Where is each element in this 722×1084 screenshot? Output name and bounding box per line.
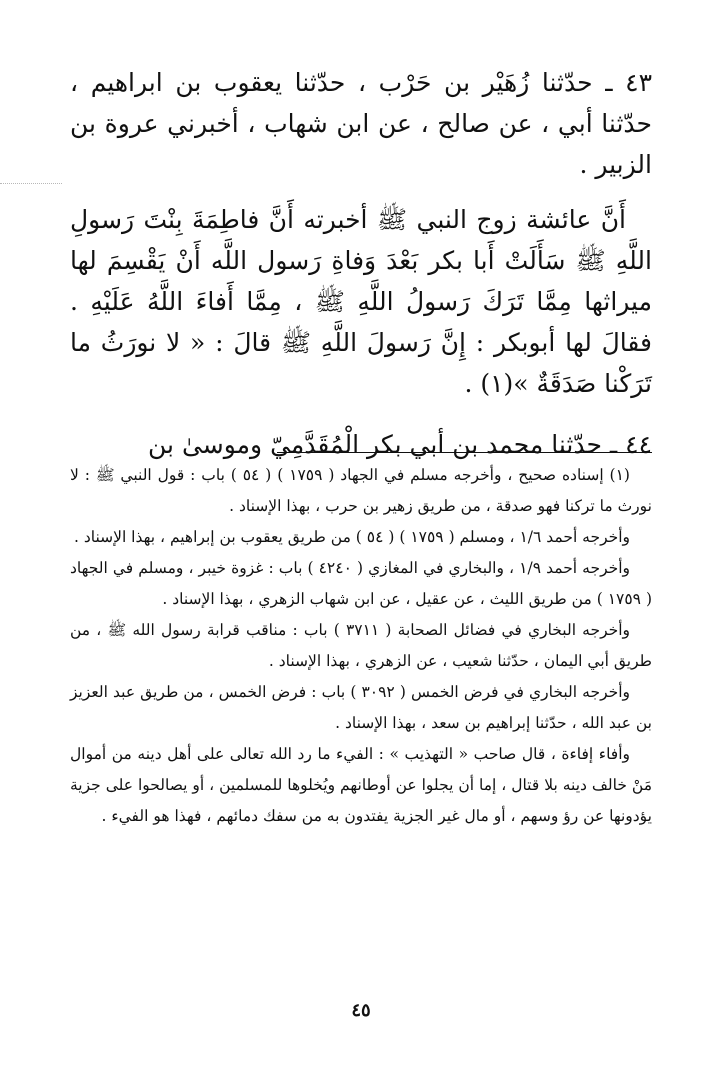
footnote-paragraph: وأخرجه البخاري في فضائل الصحابة ( ٣٧١١ ) باب : مناقب قرابة رسول الله ﷺ ، من طريق أبي اليمان ، حدّثنا شعيب ، عن الزهري ، بهذا الإسناد . — [70, 621, 652, 670]
footnote-paragraph: وأخرجه البخاري في فرض الخمس ( ٣٠٩٢ ) باب : فرض الخمس ، من طريق عبد العزيز بن عبد الله ، حدّثنا إبراهيم بن سعد ، بهذا الإسناد . — [70, 683, 652, 732]
footnotes — [70, 460, 652, 832]
footnote-paragraph: وأفاء إفاءة ، قال صاحب « التهذيب » : الفيء ما رد الله تعالى على أهل دينه من أموال مَنْ خالف دينه بلا قتال ، إما أن يجلوا عن أوطانهم ويُخلوها للمسلمين ، أو يصالحوا على جزية يؤدونها عن رؤ وسهم ، أو مال غير الجزية يفتدون به من سفك دمائهم ، فهذا هو الفيء . — [70, 745, 652, 825]
footnote-1: (١) إسناده صحيح ، وأخرجه مسلم في الجهاد ( ١٧٥٩ ) ( ٥٤ ) باب : قول النبي ﷺ : لا نورث ما تركنا فهو صدقة ، من طريق زهير بن حرب ، بهذا الإسناد . — [70, 466, 652, 515]
footnote-paragraph: وأخرجه أحمد ١/٦ ، ومسلم ( ١٧٥٩ ) ( ٥٤ ) من طريق يعقوب بن إبراهيم ، بهذا الإسناد . — [73, 528, 630, 546]
footnote-separator — [277, 452, 652, 453]
footnote-paragraph: وأخرجه أحمد ١/٩ ، والبخاري في المغازي ( ٤٢٤٠ ) باب : غزوة خيبر ، ومسلم في الجهاد ( ١٧٥٩ ) من طريق الليث ، عن عقيل ، عن ابن شهاب الزهري ، بهذا الإسناد . — [70, 559, 652, 608]
hadith-44-heading: ٤٤ ـ حدّثنا محمد بن أبي بكر الْمُقَدَّمِيّ وموسىٰ بن — [148, 430, 652, 459]
main-text — [70, 62, 652, 465]
hadith-43-narration: أَنَّ عائشة زوج النبي ﷺ أخبرته أَنَّ فاطِمَةَ بِنْتَ رَسولِ اللَّهِ ﷺ سَأَلَتْ أَبا بكر بَعْدَ وَفاةِ رَسول اللَّه أَنْ يَقْسِمَ لها ميراثها مِمَّا تَرَكَ رَسولُ اللَّهِ ﷺ ، مِمَّا أَفاءَ اللَّهُ عَلَيْهِ . فقالَ لها أبوبكر : إِنَّ رَسولَ اللَّهِ ﷺ قالَ : « لا نورَثُ ما تَرَكْنا صَدَقَةٌ »(١) . — [70, 205, 652, 398]
page-number: ٤٥ — [351, 1000, 371, 1021]
book-page — [70, 62, 652, 1062]
scan-artifact-line — [0, 183, 62, 184]
hadith-43-heading: ٤٣ ـ حدّثنا زُهَيْر بن حَرْب ، حدّثنا يعقوب بن ابراهيم ، حدّثنا أبي ، عن صالح ، عن ابن شهاب ، أخبرني عروة بن الزبير . — [70, 68, 652, 179]
